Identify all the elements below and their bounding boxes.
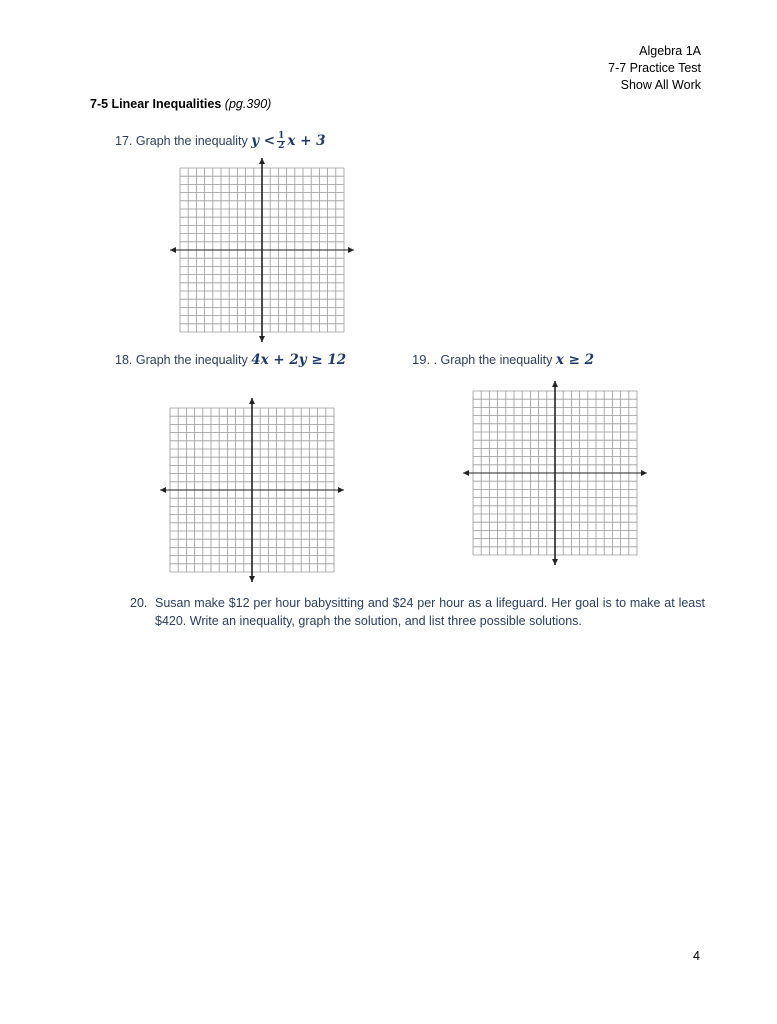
question-17 [115, 132, 326, 151]
coordinate-grid-19 [458, 378, 653, 558]
section-heading [90, 97, 271, 111]
x-axis-left-arrow [170, 247, 176, 253]
course-title: Algebra 1A [639, 44, 701, 58]
inequality-expression: 4x + 2y ≥ 12 [251, 352, 347, 368]
page-header [608, 43, 701, 94]
question-19 [412, 352, 594, 368]
question-prompt: Graph the inequality [135, 353, 248, 367]
inequality-expression: y < $\frac{1}{2}$ x + 3 [251, 131, 326, 151]
question-number: 20. [130, 596, 148, 610]
x-axis-right-arrow [348, 247, 354, 253]
section-page-ref: (pg.390) [224, 97, 272, 111]
axes [463, 381, 647, 565]
question-number: 17. [115, 134, 133, 148]
y-axis-down-arrow [249, 576, 255, 582]
question-text: Susan make $12 per hour babysitting and $24 per hour as a lifeguard. Her goal is to make at least $420. Write an inequality, graph the solution, and list three possible solutions. [155, 596, 705, 628]
section-title: 7-5 Linear Inequalities [90, 97, 222, 111]
y-axis-down-arrow [259, 336, 265, 342]
axes [160, 398, 344, 582]
question-prompt: Graph the inequality [135, 134, 248, 148]
coordinate-grid-17 [165, 155, 360, 335]
x-axis-right-arrow [338, 487, 344, 493]
fraction: $\frac{1}{2}$ [278, 131, 285, 151]
x-axis-right-arrow [641, 470, 647, 476]
instruction-text: Show All Work [620, 78, 701, 92]
x-axis-left-arrow [463, 470, 469, 476]
question-prompt: . Graph the inequality [433, 353, 553, 367]
test-title: 7-7 Practice Test [608, 61, 701, 75]
axes [170, 158, 354, 342]
question-18 [115, 352, 346, 368]
question-20 [130, 594, 705, 630]
inequality-expression: x ≥ 2 [555, 352, 595, 368]
page-number: 4 [693, 949, 700, 963]
question-number: 18. [115, 353, 133, 367]
y-axis-up-arrow [259, 158, 265, 164]
y-axis-up-arrow [552, 381, 558, 387]
question-number: 19. [412, 352, 431, 367]
y-axis-down-arrow [552, 559, 558, 565]
x-axis-left-arrow [160, 487, 166, 493]
y-axis-up-arrow [249, 398, 255, 404]
coordinate-grid-18 [155, 395, 350, 575]
